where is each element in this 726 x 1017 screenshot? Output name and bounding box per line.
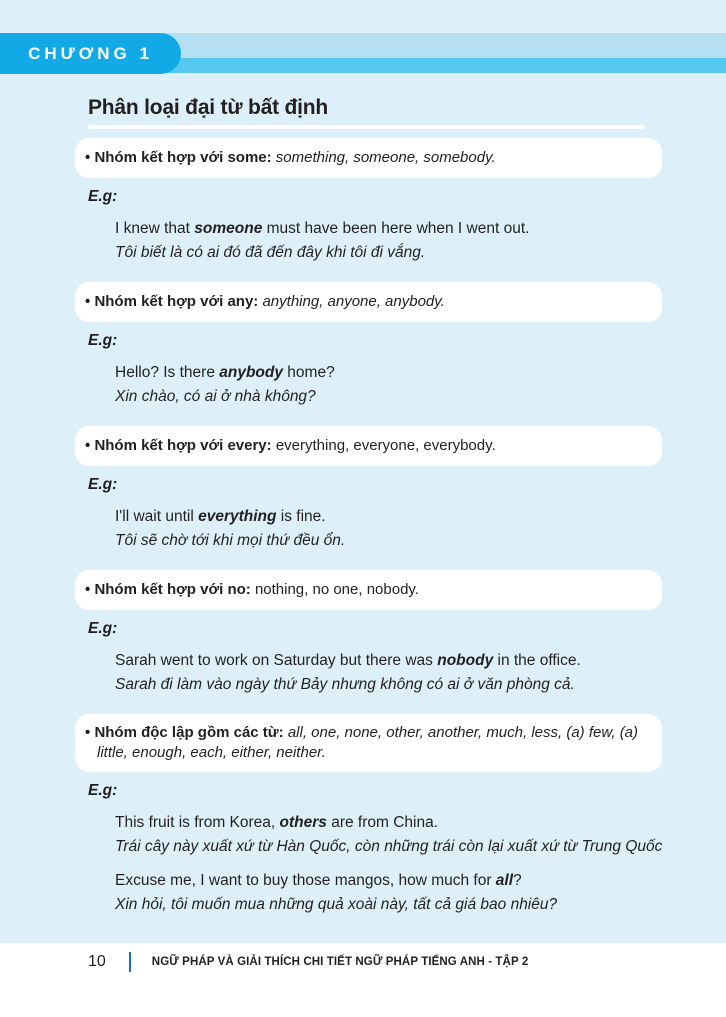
example-translation-vi: Xin chào, có ai ở nhà không? [115,388,316,405]
example-heading: E.g: [88,188,118,205]
example-translation-vi: Sarah đi làm vào ngày thứ Bảy nhưng không có ai ở văn phòng cả. [115,676,575,693]
rule-text [85,148,496,168]
example-heading: E.g: [88,782,118,799]
example-pair [115,871,675,915]
example-sentence-en [115,871,675,891]
page-footer [88,952,528,972]
rule-label: Nhóm độc lập gồm các từ: [94,724,284,741]
example-heading: E.g: [88,332,118,349]
example-pair [115,813,675,857]
pronoun-group-section [0,426,726,551]
sentence-pre: I knew that [115,220,195,237]
sentence-post: in the office. [493,652,581,669]
example-sentence-en [115,651,675,671]
bullet: • [85,724,91,741]
sentence-post: is fine. [276,508,326,525]
sentence-pre: Hello? Is there [115,364,220,381]
example-keyword: nobody [437,652,494,669]
bullet: • [85,581,91,598]
example-keyword: someone [194,220,263,237]
example-pair [115,651,675,695]
sentence-pre: This fruit is from Korea, [115,814,280,831]
example-translation-vi: Tôi biết là có ai đó đã đến đây khi tôi đi vắng. [115,244,426,261]
rule-words: nothing, no one, nobody. [254,581,419,598]
rule-label: Nhóm kết hợp với some: [94,149,272,166]
rule-words: something, someone, somebody. [275,149,496,166]
sentence-post: are from China. [326,814,439,831]
rule-box [75,426,662,466]
rule-text [85,436,496,456]
rule-box [75,138,662,178]
rule-label: Nhóm kết hợp với every: [94,437,272,454]
rule-text [85,580,419,600]
example-translation-vi: Trái cây này xuất xứ từ Hàn Quốc, còn những trái còn lại xuất xứ từ Trung Quốc [115,838,663,855]
examples [0,219,726,263]
sentence-pre: I'll wait until [115,508,199,525]
example-sentence-en [115,507,675,527]
footer-separator [129,952,131,972]
example-pair [115,507,675,551]
rule-label: Nhóm kết hợp với any: [94,293,259,310]
example-sentence-en [115,813,675,833]
bullet: • [85,293,91,310]
example-pair [115,219,675,263]
chapter-label: CHƯƠNG 1 [28,43,153,63]
sentence-pre: Excuse me, I want to buy those mangos, how much for [115,872,496,889]
example-translation-vi: Tôi sẽ chờ tới khi mọi thứ đều ổn. [115,532,346,549]
sentence-post: ? [513,872,522,889]
book-title: NGỮ PHÁP VÀ GIẢI THÍCH CHI TIẾT NGỮ PHÁP TIẾNG ANH - TẬP 2 [151,956,529,968]
examples [0,507,726,551]
example-heading: E.g: [88,476,118,493]
sentence-pre: Sarah went to work on Saturday but there was [115,652,438,669]
sections-list [0,138,726,915]
title-underline [88,125,645,129]
rule-words: all, one, none, other, another, much, less, (a) few, (a) little, enough, each, either, neither. [97,724,639,761]
rule-box [75,570,662,610]
sentence-post: home? [282,364,335,381]
rule-box [75,714,662,772]
examples [0,651,726,695]
example-sentence-en [115,219,675,239]
pronoun-group-section [0,282,726,407]
bullet: • [85,437,91,454]
rule-words: everything, everyone, everybody. [275,437,496,454]
example-pair [115,363,675,407]
bullet: • [85,149,91,166]
rule-text [85,292,445,312]
examples [0,813,726,915]
example-keyword: others [279,814,327,831]
examples [0,363,726,407]
example-keyword: all [495,872,514,889]
page-title: Phân loại đại từ bất định [88,96,329,119]
pronoun-group-section [0,138,726,263]
page-number: 10 [88,953,106,970]
pronoun-group-section [0,570,726,695]
rule-label: Nhóm kết hợp với no: [94,581,251,598]
rule-box [75,282,662,322]
example-keyword: anybody [219,364,283,381]
example-heading: E.g: [88,620,118,637]
example-sentence-en [115,363,675,383]
example-translation-vi: Xin hỏi, tôi muốn mua những quả xoài này, tất cả giá bao nhiêu? [115,896,558,913]
example-keyword: everything [198,508,277,525]
sentence-post: must have been here when I went out. [262,220,530,237]
rule-text [85,723,646,763]
rule-words: anything, anyone, anybody. [262,293,445,310]
pronoun-group-section [0,714,726,915]
